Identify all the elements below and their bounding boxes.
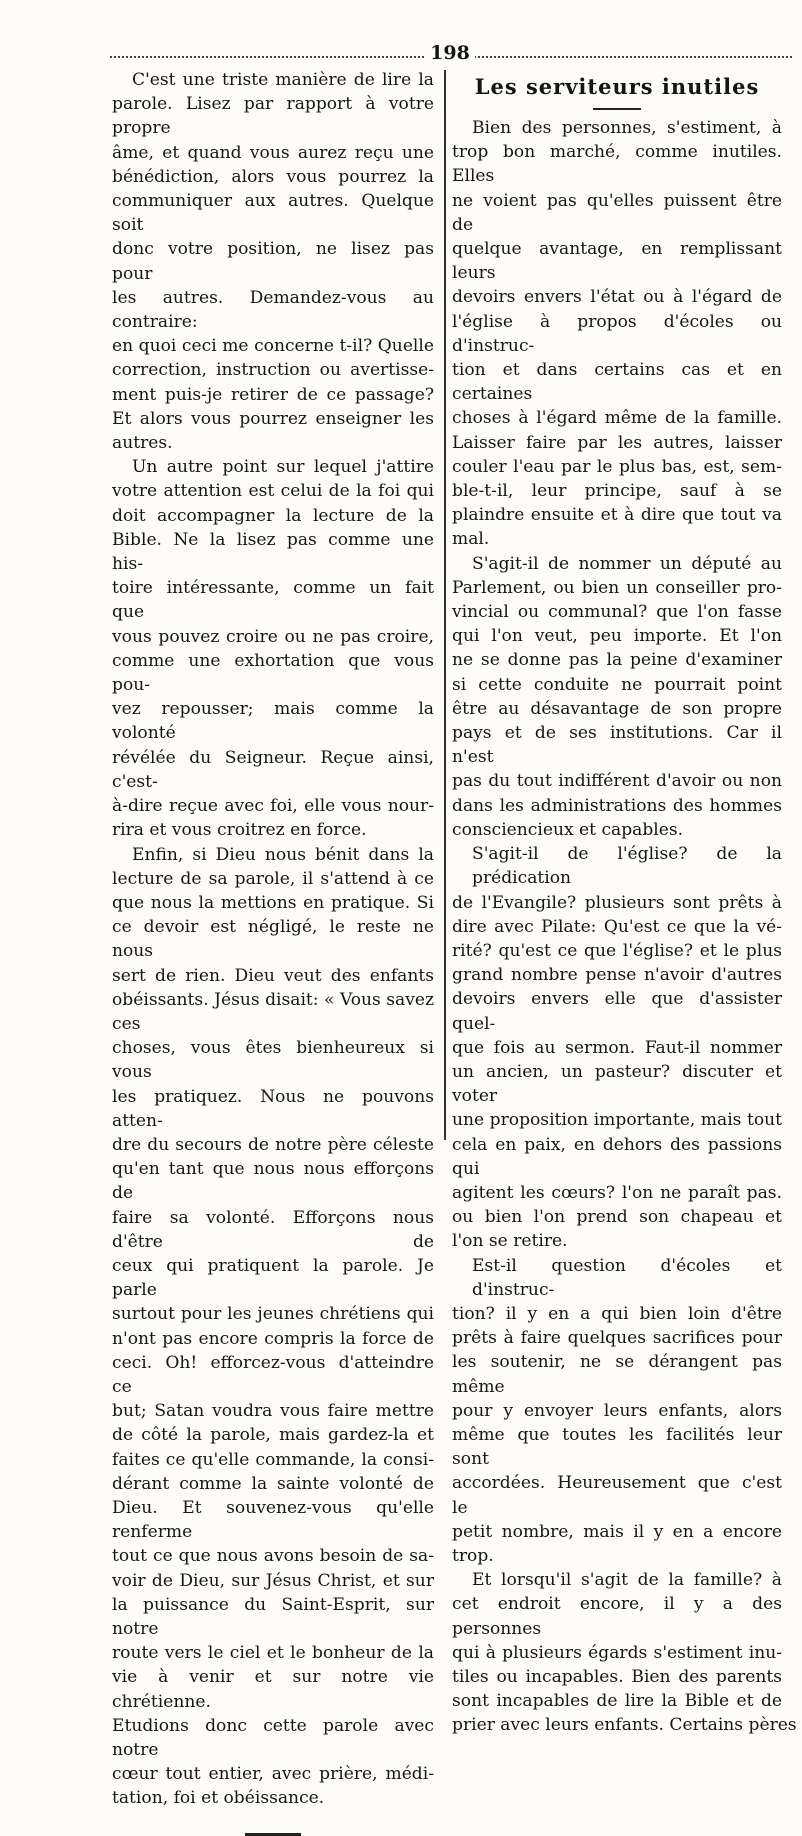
text-line: les autres. Demandez-vous au contraire: xyxy=(112,287,434,333)
text-line: doit accompagner la lecture de la xyxy=(112,505,434,526)
text-line: les soutenir, ne se dérangent pas même xyxy=(452,1352,782,1397)
text-line: donc votre position, ne lisez pas pour xyxy=(112,239,434,284)
text-line: obéissants. Jésus disait: « Vous savez ces xyxy=(112,989,434,1034)
title-rule xyxy=(593,108,641,110)
text-line: petit nombre, mais il y en a encore xyxy=(452,1521,782,1542)
text-line: mal. xyxy=(452,529,490,550)
text-line: qu'en tant que nous nous efforçons de xyxy=(112,1159,434,1204)
paragraph xyxy=(452,1568,797,1737)
text-line: Et lorsqu'il s'agit de la famille? à xyxy=(472,1570,782,1591)
text-line: que nous la mettions en pratique. Si xyxy=(112,892,434,913)
text-line: cet endroit encore, il y a des personnes xyxy=(452,1594,782,1639)
text-line: devoirs envers elle que d'assister quel- xyxy=(452,989,782,1034)
paragraph xyxy=(112,68,434,455)
text-line: choses, vous êtes bienheureux si vous xyxy=(112,1038,434,1083)
paragraph xyxy=(452,842,782,1253)
text-line: quelque avantage, en remplissant leurs xyxy=(452,239,782,284)
text-line: dire avec Pilate: Qu'est ce que la vé- xyxy=(452,916,782,937)
right-column xyxy=(452,68,797,1738)
text-line: la puissance du Saint-Esprit, sur notre xyxy=(112,1594,434,1639)
text-line: Est-il question d'écoles et d'instruc- xyxy=(472,1255,782,1300)
text-line: vez repousser; mais comme la volonté xyxy=(112,699,434,744)
text-line: sont incapables de lire la Bible et de xyxy=(452,1691,782,1712)
text-line: vincial ou communal? que l'on fasse xyxy=(452,602,782,623)
text-line: choses à l'égard même de la famille. xyxy=(452,408,782,429)
text-line: tion et dans certains cas et en certaines xyxy=(452,360,782,405)
text-line: dre du secours de notre père céleste xyxy=(112,1134,434,1155)
text-line: qui l'on veut, peu importe. Et l'on xyxy=(452,626,782,647)
text-line: toire intéressante, comme un fait que xyxy=(112,578,434,623)
text-line: C'est une triste manière de lire la xyxy=(132,70,434,90)
end-rule xyxy=(245,1833,301,1836)
article-title: Les serviteurs inutiles xyxy=(474,74,760,99)
text-line: communiquer aux autres. Quelque soit xyxy=(112,191,434,236)
column-divider xyxy=(444,70,446,1140)
text-line: l'on se retire. xyxy=(452,1231,568,1252)
text-line: devoirs envers l'état ou à l'égard de xyxy=(452,287,782,308)
text-line: une proposition importante, mais tout xyxy=(452,1110,782,1131)
text-line: ment puis-je retirer de ce passage? xyxy=(112,384,434,405)
text-line: dérant comme la sainte volonté de xyxy=(112,1473,434,1494)
text-line: révélée du Seigneur. Reçue ainsi, c'est- xyxy=(112,747,434,792)
text-line: sert de rien. Dieu veut des enfants xyxy=(112,965,434,986)
text-line: S'agit-il de l'église? de la prédication xyxy=(472,844,782,889)
text-line: Bible. Ne la lisez pas comme une his- xyxy=(112,529,434,575)
text-line: correction, instruction ou avertisse- xyxy=(112,360,434,381)
text-line: à-dire reçue avec foi, elle vous nour- xyxy=(112,796,434,817)
paragraph xyxy=(452,116,782,552)
text-line: être au désavantage de son propre xyxy=(452,698,782,719)
text-line: pas du tout indifférent d'avoir ou non xyxy=(452,771,782,792)
text-line: S'agit-il de nommer un député au xyxy=(472,553,782,574)
text-line: tion? il y en a qui bien loin d'être xyxy=(452,1303,782,1324)
text-line: Et alors vous pourrez enseigner les xyxy=(112,408,434,429)
text-line: Un autre point sur lequel j'attire xyxy=(132,457,434,478)
text-line: bénédiction, alors vous pourrez la xyxy=(112,166,434,187)
text-line: trop. xyxy=(452,1545,494,1566)
text-line: prier avec leurs enfants. Certains pères xyxy=(452,1715,797,1736)
text-line: Etudions donc cette parole avec notre xyxy=(112,1715,434,1761)
text-line: vie à venir et sur notre vie chrétienne. xyxy=(112,1667,434,1712)
text-line: ne se donne pas la peine d'examiner xyxy=(452,650,782,671)
text-line: l'église à propos d'écoles ou d'instruc- xyxy=(452,311,782,356)
text-line: en quoi ceci me concerne t-il? Quelle xyxy=(112,336,434,357)
text-line: couler l'eau par le plus bas, est, sem- xyxy=(452,456,782,477)
text-line: tout ce que nous avons besoin de sa- xyxy=(112,1546,434,1567)
paragraph xyxy=(112,455,434,842)
text-line: parole. Lisez par rapport à votre propre xyxy=(112,94,434,139)
text-line: rité? qu'est ce que l'église? et le plus xyxy=(452,940,782,961)
right-column-body xyxy=(452,116,797,1738)
text-line: grand nombre pense n'avoir d'autres xyxy=(452,965,782,986)
text-line: ne voient pas qu'elles puissent être de xyxy=(452,190,782,235)
text-line: pour y envoyer leurs enfants, alors xyxy=(452,1400,782,1421)
text-line: ce devoir est négligé, le reste ne nous xyxy=(112,917,434,962)
text-line: qui à plusieurs égards s'estiment inu- xyxy=(452,1642,782,1663)
text-line: autres. xyxy=(112,433,173,454)
text-line: route vers le ciel et le bonheur de la xyxy=(112,1643,434,1664)
text-line: tiles ou incapables. Bien des parents xyxy=(452,1667,782,1687)
text-line: Dieu. Et souvenez-vous qu'elle renferme xyxy=(112,1497,434,1543)
paragraph xyxy=(112,843,434,1811)
text-line: Laisser faire par les autres, laisser xyxy=(452,432,782,453)
text-line: n'ont pas encore compris la force de xyxy=(112,1328,434,1349)
text-line: les pratiquez. Nous ne pouvons atten- xyxy=(112,1086,434,1131)
text-line: surtout pour les jeunes chrétiens qui xyxy=(112,1304,434,1325)
text-line: dans les administrations des hommes xyxy=(452,795,782,816)
text-line: ble-t-il, leur principe, sauf à se xyxy=(452,481,782,502)
text-line: vous pouvez croire ou ne pas croire, xyxy=(112,626,434,647)
text-line: consciencieux et capables. xyxy=(452,819,684,840)
text-line: agitent les cœurs? l'on ne paraît pas. xyxy=(452,1182,782,1203)
text-line: comme une exhortation que vous pou- xyxy=(112,650,434,696)
text-line: voir de Dieu, sur Jésus Christ, et sur xyxy=(112,1570,434,1591)
text-line: même que toutes les facilités leur sont xyxy=(452,1424,782,1470)
text-line: ceci. Oh! efforcez-vous d'atteindre ce xyxy=(112,1352,434,1397)
text-line: pays et de ses institutions. Car il n'est xyxy=(452,723,782,768)
text-line: rira et vous croitrez en force. xyxy=(112,820,367,841)
text-line: que fois au sermon. Faut-il nommer xyxy=(452,1037,782,1058)
text-line: faites ce qu'elle commande, la consi- xyxy=(112,1449,434,1470)
left-column xyxy=(112,68,434,1836)
text-line: Enfin, si Dieu nous bénit dans la xyxy=(132,844,434,865)
text-line: ou bien l'on prend son chapeau et xyxy=(452,1207,782,1228)
text-line: votre attention est celui de la foi qui xyxy=(112,481,434,502)
text-line: un ancien, un pasteur? discuter et voter xyxy=(452,1061,782,1107)
text-line: tation, foi et obéissance. xyxy=(112,1788,325,1809)
text-line: but; Satan voudra vous faire mettre xyxy=(112,1401,434,1422)
text-line: prêts à faire quelques sacrifices pour xyxy=(452,1328,782,1349)
text-line: accordées. Heureusement que c'est le xyxy=(452,1473,782,1518)
text-line: lecture de sa parole, il s'attend à ce xyxy=(112,868,434,889)
text-line: plaindre ensuite et à dire que tout va xyxy=(452,505,782,526)
text-line: cela en paix, en dehors des passions qui xyxy=(452,1134,782,1179)
paragraph xyxy=(452,1254,782,1569)
text-line: de côté la parole, mais gardez-la et xyxy=(112,1425,434,1446)
page-number: 198 xyxy=(425,42,475,64)
text-line: de l'Evangile? plusieurs sont prêts à xyxy=(452,892,782,913)
paragraph xyxy=(452,552,782,842)
text-line: cœur tout entier, avec prière, médi- xyxy=(112,1764,434,1785)
text-line: si cette conduite ne pourrait point xyxy=(452,674,782,695)
text-line: âme, et quand vous aurez reçu une xyxy=(112,142,434,163)
text-line: trop bon marché, comme inutiles. Elles xyxy=(452,142,782,187)
text-line: faire sa volonté. Efforçons nous d'être de xyxy=(112,1207,434,1252)
text-line: Parlement, ou bien un conseiller pro- xyxy=(452,577,782,598)
text-line: ceux qui pratiquent la parole. Je parle xyxy=(112,1255,434,1301)
text-line: Bien des personnes, s'estiment, à xyxy=(472,118,782,138)
